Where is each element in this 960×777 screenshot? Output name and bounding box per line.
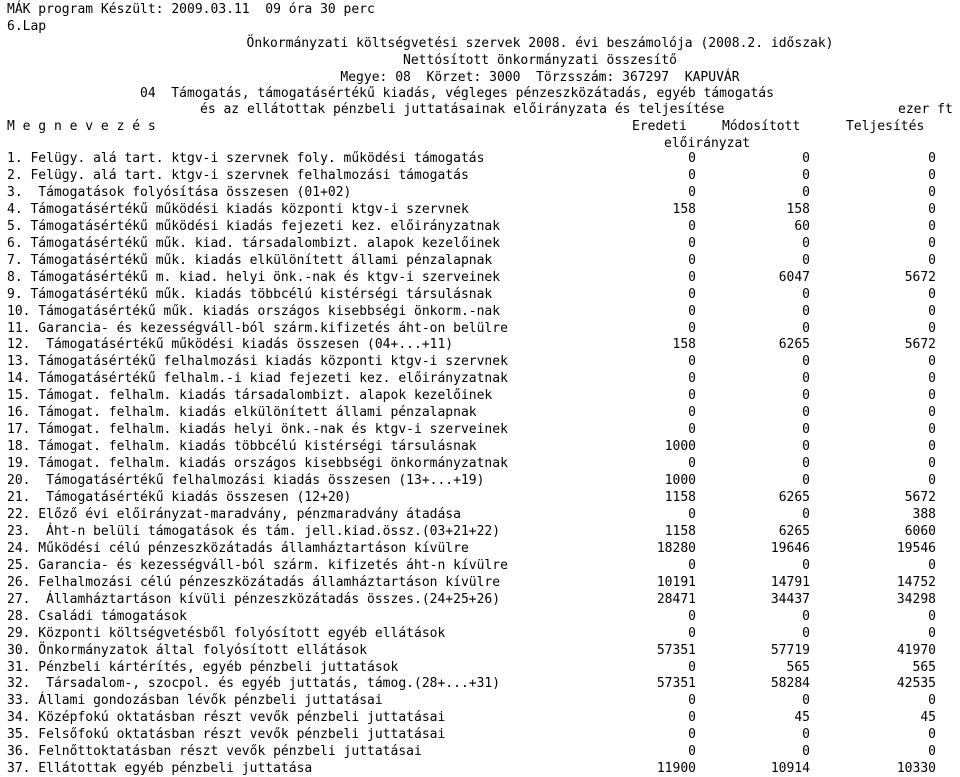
cell-teljesites: 5672 xyxy=(904,337,936,353)
row-label: 1. Felügy. alá tart. ktgv-i szervnek foly. működési támogatás xyxy=(7,151,485,166)
cell-modositott: 0 xyxy=(802,456,810,472)
table-row xyxy=(0,659,960,676)
row-label: 3. Támogatások folyósítása összesen (01+02) xyxy=(7,184,352,200)
cell-teljesites: 0 xyxy=(928,405,936,421)
row-label: 21. Támogatásértékű kiadás összesen (12+20) xyxy=(7,490,352,505)
unit-label: ezer ft xyxy=(898,102,953,117)
cell-modositott: 0 xyxy=(802,235,810,251)
row-label: 16. Támogat. felhalm. kiadás elkülönített állami pénzalapnak xyxy=(7,405,477,421)
table-row xyxy=(0,235,960,252)
cell-eredeti: 28471 xyxy=(656,591,696,607)
cell-eredeti: 1158 xyxy=(664,523,696,539)
col-header-modified: Módosított xyxy=(722,119,801,134)
table-row xyxy=(0,150,960,167)
table-row xyxy=(0,404,960,421)
row-label: 2. Felügy. alá tart. ktgv-i szervnek felhalmozási támogatás xyxy=(7,167,469,183)
cell-teljesites: 0 xyxy=(928,422,936,438)
table-row xyxy=(0,709,960,726)
row-label: 17. Támogat. felhalm. kiadás helyi önk.-nak és ktgv-i szerveinek xyxy=(7,422,508,438)
cell-teljesites: 0 xyxy=(928,727,936,743)
cell-modositott: 6265 xyxy=(778,490,810,505)
cell-eredeti: 0 xyxy=(688,184,696,200)
table-row xyxy=(0,726,960,743)
table-row xyxy=(0,455,960,472)
cell-teljesites: 0 xyxy=(928,218,936,234)
row-label: 25. Garancia- és kezességváll-ból szárm. kifizetés áht-n kívülre xyxy=(7,557,508,573)
cell-eredeti: 0 xyxy=(688,286,696,302)
cell-modositott: 0 xyxy=(802,371,810,387)
cell-eredeti: 0 xyxy=(688,422,696,438)
cell-eredeti: 0 xyxy=(688,456,696,472)
cell-eredeti: 1000 xyxy=(664,439,696,455)
cell-teljesites: 19546 xyxy=(896,540,936,556)
cell-modositott: 0 xyxy=(802,557,810,573)
table-row xyxy=(0,336,960,353)
row-label: 36. Felnőttoktatásban részt vevők pénzbeli juttatásai xyxy=(7,744,422,760)
cell-eredeti: 57351 xyxy=(656,642,696,658)
row-label: 19. Támogat. felhalm. kiadás országos kisebbségi önkormányzatnak xyxy=(7,456,508,472)
row-label: 13. Támogatásértékű felhalmozási kiadás központi ktgv-i szervnek xyxy=(7,354,508,370)
cell-eredeti: 57351 xyxy=(656,676,696,692)
cell-eredeti: 0 xyxy=(688,235,696,251)
row-label: 34. Középfokú oktatásban részt vevők pénzbeli juttatásai xyxy=(7,710,446,726)
table-row xyxy=(0,591,960,608)
table-row xyxy=(0,218,960,235)
cell-eredeti: 0 xyxy=(688,218,696,234)
cell-eredeti: 0 xyxy=(688,303,696,319)
cell-teljesites: 10330 xyxy=(896,761,936,777)
row-label: 24. Működési célú pénzeszközátadás államháztartáson kívülre xyxy=(7,540,469,556)
cell-eredeti: 158 xyxy=(672,201,696,217)
cell-eredeti: 0 xyxy=(688,388,696,404)
cell-modositott: 14791 xyxy=(770,574,810,590)
cell-modositott: 0 xyxy=(802,439,810,455)
cell-modositott: 60 xyxy=(794,218,810,234)
cell-teljesites: 0 xyxy=(928,456,936,472)
table-row xyxy=(0,353,960,370)
cell-modositott: 10914 xyxy=(770,761,810,777)
cell-teljesites: 0 xyxy=(928,235,936,251)
cell-modositott: 158 xyxy=(786,201,810,217)
cell-teljesites: 0 xyxy=(928,252,936,268)
cell-teljesites: 0 xyxy=(928,201,936,217)
row-label: 33. Állami gondozásban lévők pénzbeli juttatásai xyxy=(7,693,383,709)
row-label: 8. Támogatásértékű m. kiad. helyi önk.-nak és ktgv-i szerveinek xyxy=(7,269,501,285)
table-row xyxy=(0,167,960,184)
cell-eredeti: 0 xyxy=(688,744,696,760)
row-label: 4. Támogatásértékű működési kiadás központi ktgv-i szervnek xyxy=(7,201,469,217)
cell-modositott: 0 xyxy=(802,167,810,183)
cell-teljesites: 0 xyxy=(928,303,936,319)
cell-modositott: 0 xyxy=(802,388,810,404)
cell-eredeti: 1000 xyxy=(664,473,696,489)
table-row xyxy=(0,387,960,404)
cell-modositott: 0 xyxy=(802,320,810,336)
cell-teljesites: 0 xyxy=(928,625,936,641)
cell-eredeti: 0 xyxy=(688,354,696,370)
cell-modositott: 0 xyxy=(802,303,810,319)
table-row xyxy=(0,608,960,625)
cell-teljesites: 0 xyxy=(928,167,936,183)
cell-modositott: 0 xyxy=(802,693,810,709)
cell-eredeti: 10191 xyxy=(656,574,696,590)
cell-eredeti: 158 xyxy=(672,337,696,353)
cell-teljesites: 0 xyxy=(928,184,936,200)
cell-eredeti: 0 xyxy=(688,659,696,675)
cell-modositott: 0 xyxy=(802,405,810,421)
table-row xyxy=(0,269,960,286)
cell-modositott: 0 xyxy=(802,151,810,166)
cell-teljesites: 42535 xyxy=(896,676,936,692)
cell-modositott: 0 xyxy=(802,286,810,302)
table-row xyxy=(0,489,960,506)
row-label: 29. Központi költségvetésből folyósított egyéb ellátások xyxy=(7,625,446,641)
table-row xyxy=(0,642,960,659)
cell-eredeti: 0 xyxy=(688,167,696,183)
cell-modositott: 6265 xyxy=(778,523,810,539)
col-header-original: Eredeti xyxy=(632,119,687,134)
cell-eredeti: 0 xyxy=(688,151,696,166)
cell-teljesites: 0 xyxy=(928,371,936,387)
cell-modositott: 57719 xyxy=(770,642,810,658)
table-row xyxy=(0,201,960,218)
row-label: 22. Előző évi előirányzat-maradvány, pénzmaradvány átadása xyxy=(7,506,461,522)
table-row xyxy=(0,438,960,455)
report-title: Önkormányzati költségvetési szervek 2008. évi beszámolója (2008.2. időszak) xyxy=(246,36,834,51)
cell-teljesites: 0 xyxy=(928,557,936,573)
cell-eredeti: 0 xyxy=(688,405,696,421)
table-row xyxy=(0,252,960,269)
row-label: 23. Áht-n belüli támogatások és tám. jell.kiad.össz.(03+21+22) xyxy=(7,523,501,539)
row-label: 30. Önkormányzatok által folyósított ellátások xyxy=(7,642,368,658)
table-row xyxy=(0,557,960,574)
cell-teljesites: 0 xyxy=(928,744,936,760)
cell-eredeti: 0 xyxy=(688,625,696,641)
row-label: 27. Államháztartáson kívüli pénzeszközátadás összes.(24+25+26) xyxy=(7,591,501,607)
cell-modositott: 0 xyxy=(802,252,810,268)
row-label: 31. Pénzbeli kártérítés, egyéb pénzbeli juttatások xyxy=(7,659,399,675)
cell-eredeti: 0 xyxy=(688,693,696,709)
cell-modositott: 0 xyxy=(802,608,810,624)
row-label: 9. Támogatásértékű műk. kiadás többcélú kistérségi társulásnak xyxy=(7,286,493,302)
cell-teljesites: 45 xyxy=(920,710,936,726)
table-row xyxy=(0,320,960,337)
cell-modositott: 6047 xyxy=(778,269,810,285)
cell-teljesites: 14752 xyxy=(896,574,936,590)
cell-modositott: 0 xyxy=(802,744,810,760)
cell-teljesites: 0 xyxy=(928,439,936,455)
table-row xyxy=(0,370,960,387)
table-row xyxy=(0,625,960,642)
cell-modositott: 19646 xyxy=(770,540,810,556)
cell-eredeti: 0 xyxy=(688,608,696,624)
col-header-sub: előirányzat xyxy=(664,136,751,151)
cell-eredeti: 18280 xyxy=(656,540,696,556)
cell-teljesites: 0 xyxy=(928,473,936,489)
cell-modositott: 0 xyxy=(802,422,810,438)
cell-modositott: 34437 xyxy=(770,591,810,607)
table-row xyxy=(0,286,960,303)
report-subtitle: Nettósított önkormányzati összesítő xyxy=(403,53,677,68)
table-row xyxy=(0,574,960,591)
row-label: 20. Támogatásértékű felhalmozási kiadás összesen (13+...+19) xyxy=(7,473,485,489)
row-label: 11. Garancia- és kezességváll-ból szárm.kifizetés áht-on belülre xyxy=(7,320,508,336)
row-label: 14. Támogatásértékű felhalm.-i kiad fejezeti kez. előirányzatnak xyxy=(7,371,508,387)
cell-modositott: 6265 xyxy=(778,337,810,353)
table-row xyxy=(0,421,960,438)
cell-teljesites: 565 xyxy=(912,659,936,675)
row-label: 18. Támogat. felhalm. kiadás többcélú kistérségi társulásnak xyxy=(7,439,477,455)
cell-teljesites: 5672 xyxy=(904,490,936,505)
cell-modositott: 58284 xyxy=(770,676,810,692)
table-row xyxy=(0,472,960,489)
cell-teljesites: 0 xyxy=(928,388,936,404)
cell-eredeti: 0 xyxy=(688,252,696,268)
row-label: 15. Támogat. felhalm. kiadás társadalombizt. alapok kezelőinek xyxy=(7,388,493,404)
cell-eredeti: 0 xyxy=(688,371,696,387)
cell-eredeti: 0 xyxy=(688,320,696,336)
cell-teljesites: 0 xyxy=(928,693,936,709)
table-row xyxy=(0,760,960,777)
table-row xyxy=(0,692,960,709)
row-label: 6. Támogatásértékű műk. kiad. társadalombizt. alapok kezelőinek xyxy=(7,235,501,251)
col-header-name: M e g n e v e z é s xyxy=(7,119,156,134)
cell-modositott: 0 xyxy=(802,184,810,200)
cell-eredeti: 0 xyxy=(688,727,696,743)
table-row xyxy=(0,303,960,320)
cell-modositott: 565 xyxy=(786,659,810,675)
cell-teljesites: 5672 xyxy=(904,269,936,285)
location-line: Megye: 08 Körzet: 3000 Törzsszám: 367297 KAPUVÁR xyxy=(340,70,740,85)
cell-eredeti: 0 xyxy=(688,506,696,522)
table-row xyxy=(0,184,960,201)
cell-teljesites: 0 xyxy=(928,286,936,302)
cell-eredeti: 0 xyxy=(688,710,696,726)
cell-modositott: 0 xyxy=(802,354,810,370)
cell-eredeti: 0 xyxy=(688,557,696,573)
cell-modositott: 0 xyxy=(802,727,810,743)
row-label: 7. Támogatásértékű műk. kiadás elkülönített állami pénzalapnak xyxy=(7,252,493,268)
cell-eredeti: 0 xyxy=(688,269,696,285)
row-label: 32. Társadalom-, szocpol. és egyéb juttatás, támog.(28+...+31) xyxy=(7,676,501,692)
cell-teljesites: 0 xyxy=(928,151,936,166)
row-label: 35. Felsőfokú oktatásban részt vevők pénzbeli juttatásai xyxy=(7,727,446,743)
cell-teljesites: 388 xyxy=(912,506,936,522)
page-number: 6.Lap xyxy=(7,19,47,34)
cell-modositott: 0 xyxy=(802,506,810,522)
section-line-1: 04 Támogatás, támogatásértékű kiadás, végleges pénzeszközátadás, egyéb támogatás xyxy=(140,86,774,101)
section-line-2: és az ellátottak pénzbeli juttatásainak előirányzata és teljesítése xyxy=(200,102,725,117)
row-label: 28. Családi támogatások xyxy=(7,608,188,624)
row-label: 12. Támogatásértékű működési kiadás összesen (04+...+11) xyxy=(7,337,454,353)
table-row xyxy=(0,506,960,523)
cell-modositott: 0 xyxy=(802,473,810,489)
table-row xyxy=(0,540,960,557)
program-stamp: MÁK program Készült: 2009.03.11 09 óra 30 perc xyxy=(7,2,375,17)
cell-eredeti: 1158 xyxy=(664,490,696,505)
cell-modositott: 0 xyxy=(802,625,810,641)
table-row xyxy=(0,523,960,540)
cell-teljesites: 41970 xyxy=(896,642,936,658)
cell-teljesites: 6060 xyxy=(904,523,936,539)
cell-teljesites: 0 xyxy=(928,354,936,370)
row-label: 10. Támogatásértékű műk. kiadás országos kisebbségi önkorm.-nak xyxy=(7,303,501,319)
col-header-actual: Teljesítés xyxy=(846,119,925,134)
row-label: 5. Támogatásértékű működési kiadás fejezeti kez. előirányzatnak xyxy=(7,218,501,234)
cell-teljesites: 34298 xyxy=(896,591,936,607)
cell-modositott: 45 xyxy=(794,710,810,726)
cell-eredeti: 11900 xyxy=(656,761,696,777)
cell-teljesites: 0 xyxy=(928,608,936,624)
table-row xyxy=(0,675,960,692)
row-label: 37. Ellátottak egyéb pénzbeli juttatása xyxy=(7,761,313,777)
row-label: 26. Felhalmozási célú pénzeszközátadás államháztartáson kívülre xyxy=(7,574,501,590)
cell-teljesites: 0 xyxy=(928,320,936,336)
